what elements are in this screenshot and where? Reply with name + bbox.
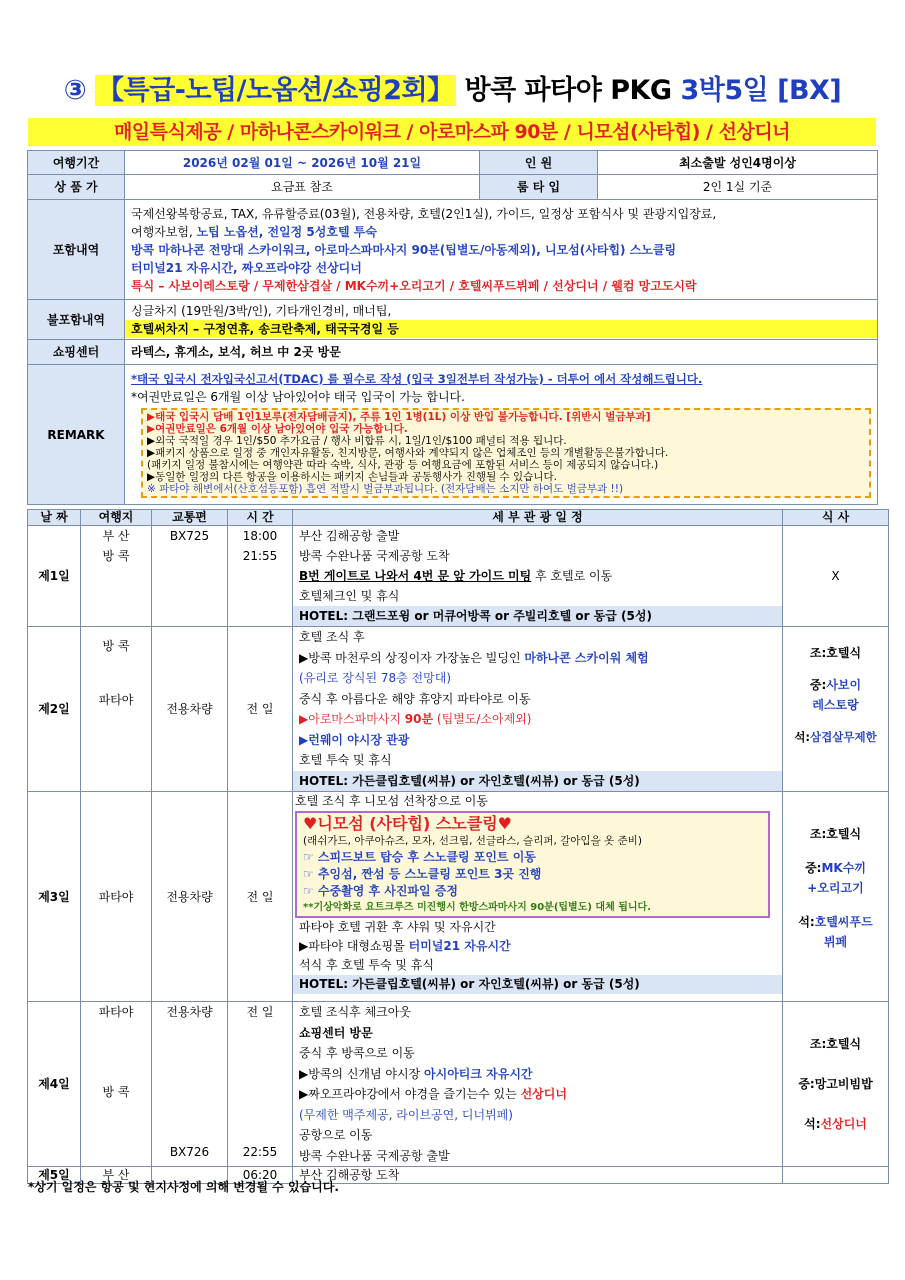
page-title <box>0 68 905 107</box>
room-value: 2인 1실 기준 <box>598 175 878 200</box>
day-detail: 부산 김해공항 출발 방콕 수완나품 국제공항 도착 B번 게이트로 나와서 4번 문 앞 가이드 미팅 후 호텔로 이동 호텔체크인 및 휴식 HOTEL: 그랜드포윙 or 머큐어방콕 or 주빌리호텔 or 동급 (5성) <box>293 526 783 627</box>
schedule-table <box>27 509 889 1184</box>
remark-notice-box <box>141 408 871 498</box>
notice-line: ▶동일한 일정의 다른 항공을 이용하시는 패키지 손님들과 공동행사가 진행될 수 있습니다. <box>147 470 557 483</box>
excluded-line: 싱글차지 (19만원/3박/인), 기타개인경비, 매너팁, <box>131 303 392 318</box>
notice-line: ▶패키지 상품으로 일정 중 개인자유활동, 친지방문, 여행사와 계약되지 않은 업체조인 등의 개별활동은불가합니다. <box>147 446 669 459</box>
highlight-banner: 매일특식제공 / 마하나콘스카이워크 / 아로마스파 90분 / 니모섬(사타힙) / 선상디너 <box>28 118 876 146</box>
hotel-surcharge: 호텔써차지 – 구정연휴, 송크란축제, 태국국경일 등 <box>125 320 877 338</box>
day-time: 전 일 <box>228 627 293 792</box>
excluded-label: 불포함내역 <box>28 300 125 340</box>
day-meal: X <box>783 526 889 627</box>
day-place: 파타야 방 콕 <box>81 1002 152 1167</box>
notice-line: (패키지 일정 불참시에는 여행약관 따라 숙박, 식사, 관광 등 여행요금에 포함된 서비스 등이 제공되지 않습니다.) <box>147 458 659 471</box>
shopping-value: 라텍스, 휴게소, 보석, 허브 中 2곳 방문 <box>125 340 878 365</box>
title-main: 방콕 파타야 PKG <box>455 75 681 106</box>
header-place: 여행지 <box>81 510 152 526</box>
day-time: 전 일 <box>228 792 293 1002</box>
day-label: 제5일 <box>28 1167 81 1184</box>
day-meal: 조:호텔식 중:MK수끼 +오리고기 석:호텔씨푸드 뷔페 <box>783 792 889 1002</box>
day-detail: 부산 김해공항 도착 <box>293 1167 783 1184</box>
day-meal <box>783 1167 889 1184</box>
day-transport: 전용차량 <box>152 627 228 792</box>
title-code: [BX] <box>768 75 842 106</box>
day-transport: 전용차량 BX726 <box>152 1002 228 1167</box>
period-label: 여행기간 <box>28 151 125 175</box>
day-label: 제1일 <box>28 526 81 627</box>
day-time: 18:00 21:55 <box>228 526 293 627</box>
notice-line: ▶여권만료일은 6개월 이상 남아있어야 입국 가능합니다. <box>147 422 408 435</box>
price-value: 요금표 참조 <box>125 175 480 200</box>
header-time: 시 간 <box>228 510 293 526</box>
shopping-label: 쇼핑센터 <box>28 340 125 365</box>
day-transport: 전용차량 <box>152 792 228 1002</box>
price-label: 상 품 가 <box>28 175 125 200</box>
day-detail: 호텔 조식 후 니모섬 선착장으로 이동 ♥니모섬 (사타힙) 스노클링♥ (래쉬가드, 아쿠아슈즈, 모자, 선크림, 선글라스, 슬리퍼, 갈아입을 옷 준비) ☞ 스피드보트 탑승 후 스노클링 포인트 이동 ☞ 추잉섬, 짠섬 등 스노클링 포인트 3곳 진행 ☞ 수중촬영 후 사진파일 증정 **기상악화로 요트크루즈 미진행시 한방스파마사지 90분(팁별도) 대체 됩니다. 파타야 호텔 귀환 후 샤워 및 자유시간 ▶파타야 대형쇼핑몰 터미널21 자유시간 석식 후 호텔 투숙 및 휴식 HOTEL: 가든클립호텔(씨뷰) or 자인호텔(씨뷰) or 동급 (5성) <box>293 792 783 1002</box>
remark-label: REMARK <box>28 365 125 505</box>
hotel-info: HOTEL: 가든클립호텔(씨뷰) or 자인호텔(씨뷰) or 동급 (5성) <box>293 975 782 994</box>
room-label: 룸 타 입 <box>480 175 598 200</box>
day-transport: BX725 <box>152 526 228 627</box>
hotel-info: HOTEL: 가든클립호텔(씨뷰) or 자인호텔(씨뷰) or 동급 (5성) <box>293 771 782 792</box>
people-value: 최소출발 성인4명이상 <box>598 151 878 175</box>
day-place: 부 산 방 콕 <box>81 526 152 627</box>
notice-line: ▶외국 국적일 경우 1인/$50 추가요금 / 행사 비합류 시, 1일/1인/$100 패널티 적용 됩니다. <box>147 434 567 447</box>
period-value: 2026년 02월 01일 ~ 2026년 10월 21일 <box>125 151 480 175</box>
day-row <box>28 1002 889 1167</box>
day-label: 제2일 <box>28 627 81 792</box>
snorkel-box: ♥니모섬 (사타힙) 스노클링♥ (래쉬가드, 아쿠아슈즈, 모자, 선크림, 선글라스, 슬리퍼, 갈아입을 옷 준비) ☞ 스피드보트 탑승 후 스노클링 포인트 이동 ☞ 추잉섬, 짠섬 등 스노클링 포인트 3곳 진행 ☞ 수중촬영 후 사진파일 증정 **기상악화로 요트크루즈 미진행시 한방스파마사지 90분(팁별도) 대체 됩니다. <box>295 811 770 918</box>
included-content <box>125 200 878 300</box>
title-number: ③ <box>63 75 87 106</box>
remark-passport: *여권만료일은 6개월 이상 남아있어야 태국 입국이 가능 합니다. <box>131 389 465 404</box>
header-day: 날 짜 <box>28 510 81 526</box>
people-label: 인 원 <box>480 151 598 175</box>
day-time: 전 일 22:55 <box>228 1002 293 1167</box>
remark-content <box>125 365 878 505</box>
info-table <box>27 150 878 505</box>
included-line: 여행자보험, 노팁 노옵션, 전일정 5성호텔 투숙 <box>131 224 377 239</box>
header-meal: 식 사 <box>783 510 889 526</box>
day-meal: 조:호텔식 중:사보이 레스토랑 석:삼겹살무제한 <box>783 627 889 792</box>
included-label: 포함내역 <box>28 200 125 300</box>
included-line: 방콕 마하나콘 전망대 스카이워크, 아로마스파마사지 90분(팁별도/아동제외), 니모섬(사타힙) 스노클링 <box>131 242 677 257</box>
header-transport: 교통편 <box>152 510 228 526</box>
title-days: 3박5일 <box>680 75 769 106</box>
day-meal: 조:호텔식 중:망고비빔밥 석:선상디너 <box>783 1002 889 1167</box>
included-line: 터미널21 자유시간, 짜오프라야강 선상디너 <box>131 260 362 275</box>
day-time: 06:20 <box>228 1167 293 1184</box>
day-place: 방 콕 파타야 <box>81 627 152 792</box>
footer-note: *상기 일정은 항공 및 현지사정에 의해 변경될 수 있습니다. <box>28 1180 339 1194</box>
day-place: 부 산 <box>81 1167 152 1184</box>
hotel-info: HOTEL: 그랜드포윙 or 머큐어방콕 or 주빌리호텔 or 동급 (5성) <box>293 606 782 626</box>
day-place: 파타야 <box>81 792 152 1002</box>
excluded-content <box>125 300 878 340</box>
day-detail: 호텔 조식후 체크아웃 쇼핑센터 방문 중식 후 방콕으로 이동 ▶방콕의 신개념 야시장 아시아티크 자유시간 ▶짜오프라야강에서 야경을 즐기는수 있는 선상디너 (무제한 맥주제공, 라이브공연, 디너뷔페) 공항으로 이동 방콕 수완나품 국제공항 출발 <box>293 1002 783 1167</box>
snorkel-title: ♥니모섬 (사타힙) 스노클링♥ <box>303 814 513 833</box>
included-line: 국제선왕복항공료, TAX, 유류할증료(03월), 전용차량, 호텔(2인1실), 가이드, 일정상 포함식사 및 관광지입장료, <box>131 206 717 221</box>
included-special-meals: 특식 – 사보이레스토랑 / 무제한삼겹살 / MK수끼+오리고기 / 호텔씨푸드뷔페 / 선상디너 / 웰컴 망고도시락 <box>131 278 697 293</box>
notice-line: ※ 파타야 해변에서(산호섬등포함) 흡연 적발시 벌금부과됩니다. (전자담배는 소지만 하여도 벌금부과 !!) <box>147 482 624 495</box>
title-badge: 【특급-노팁/노옵션/쇼핑2회】 <box>97 75 454 106</box>
day-row <box>28 627 889 792</box>
day-detail: 호텔 조식 후 ▶방콕 마천루의 상징이자 가장높은 빌딩인 마하나콘 스카이워 체험 (유리로 장식된 78층 전망대) 중식 후 아름다운 해양 휴양지 파타야로 이동 ▶아로마스파마사지 90분 (팁별도/소아제외) ▶런웨이 야시장 관광 호텔 투숙 및 휴식 HOTEL: 가든클립호텔(씨뷰) or 자인호텔(씨뷰) or 동급 (5성) <box>293 627 783 792</box>
day-row <box>28 526 889 627</box>
remark-tdac: *태국 입국시 전자입국신고서(TDAC) 를 필수로 작성 (입국 3일전부터 작성가능) - 더투어 에서 작성해드립니다. <box>131 371 703 386</box>
day-row <box>28 792 889 1002</box>
header-detail: 세 부 관 광 일 정 <box>293 510 783 526</box>
day-label: 제4일 <box>28 1002 81 1167</box>
day-label: 제3일 <box>28 792 81 1002</box>
notice-line: ▶태국 입국시 담배 1인1보루(전자담배금지), 주류 1인 1병(1L) 이상 반입 불가능합니다. [위반시 벌금부과] <box>147 410 651 423</box>
